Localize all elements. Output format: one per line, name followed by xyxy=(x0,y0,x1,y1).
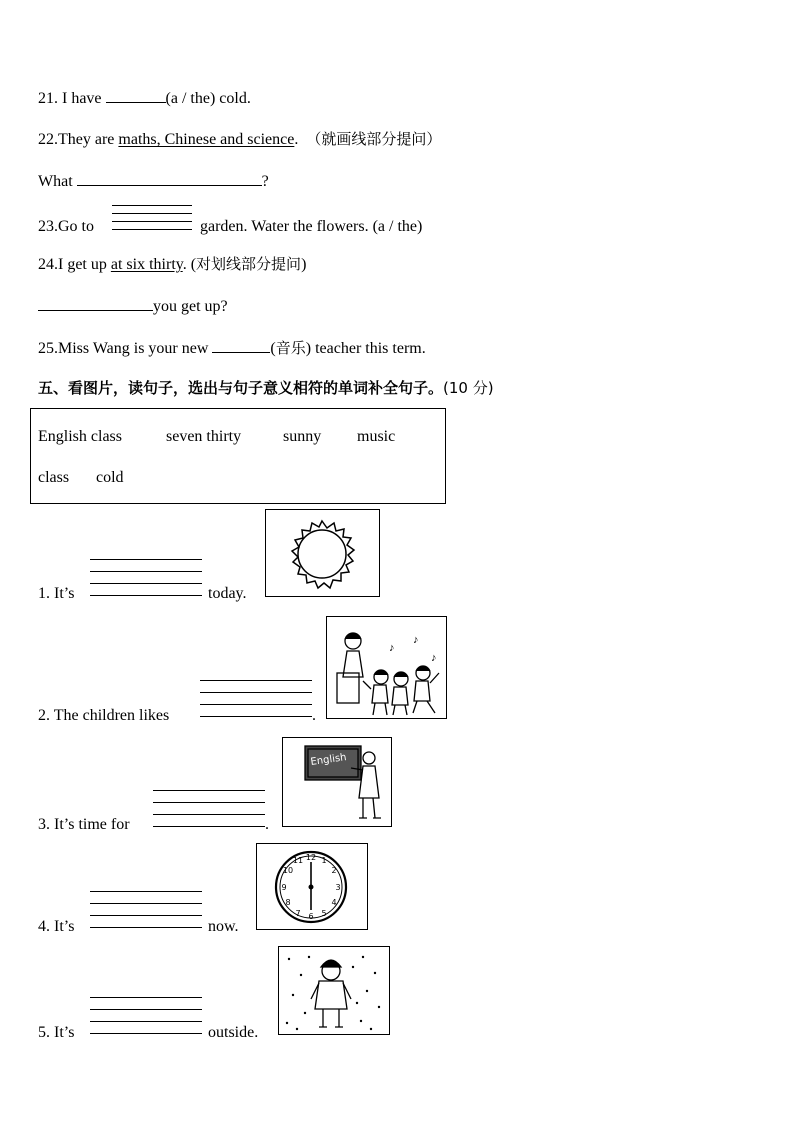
answer-blank-25[interactable] xyxy=(212,338,270,353)
word-bank-item: music xyxy=(357,428,396,445)
item-2-prefix: 2. The children likes xyxy=(38,707,170,724)
section-heading: 五、看图片，读句子，选出与句子意义相符的单词补全句子。(10 分) xyxy=(38,379,494,397)
english-class-picture xyxy=(282,737,392,827)
svg-text:1: 1 xyxy=(321,856,327,865)
sun-picture xyxy=(265,509,380,597)
item-5-prefix: 5. It’s xyxy=(38,1024,75,1041)
question-25: 25.Miss Wang is your new (音乐) teacher this term. xyxy=(38,339,426,357)
answer-blank-23[interactable] xyxy=(112,205,192,233)
svg-text:12: 12 xyxy=(305,853,317,862)
svg-text:3: 3 xyxy=(335,883,341,892)
cold-picture xyxy=(278,946,390,1035)
clock-picture xyxy=(256,843,368,930)
word-bank-item: English class xyxy=(38,428,122,445)
svg-text:4: 4 xyxy=(331,898,337,907)
question-23: 23.Go to xyxy=(38,218,94,235)
item-1-suffix: today. xyxy=(208,585,247,602)
svg-text:5: 5 xyxy=(321,909,327,918)
answer-blank-item-3[interactable] xyxy=(153,790,265,828)
underlined-phrase: at six thirty xyxy=(110,256,183,273)
word-bank-item: sunny xyxy=(283,428,322,445)
word-bank-item: class xyxy=(38,469,70,486)
word-bank-item: cold xyxy=(96,469,124,486)
teacher-blackboard-icon xyxy=(283,738,391,826)
sun-icon xyxy=(266,510,379,596)
answer-blank-24[interactable] xyxy=(38,296,153,311)
item-4-prefix: 4. It’s xyxy=(38,918,75,935)
snow-child-icon xyxy=(279,947,389,1034)
item-4-suffix: now. xyxy=(208,918,239,935)
svg-text:10: 10 xyxy=(282,866,294,875)
item-1-prefix: 1. It’s xyxy=(38,585,75,602)
item-3-suffix: . xyxy=(265,816,269,833)
svg-text:11: 11 xyxy=(292,856,304,865)
answer-blank-item-2[interactable] xyxy=(200,680,312,718)
clock-icon xyxy=(257,844,367,929)
underlined-phrase: maths, Chinese and science xyxy=(118,131,295,148)
singing-children-icon xyxy=(327,617,446,718)
svg-text:7: 7 xyxy=(295,909,301,918)
answer-blank-item-4[interactable] xyxy=(90,891,202,929)
svg-text:9: 9 xyxy=(281,883,287,892)
question-24-answer: you get up? xyxy=(38,296,228,317)
svg-text:2: 2 xyxy=(331,866,337,875)
question-22-answer: What ? xyxy=(38,173,269,190)
question-22: 22.They are maths, Chinese and science. （就画线部分提问） xyxy=(38,130,442,148)
svg-text:6: 6 xyxy=(308,912,314,921)
svg-text:♪: ♪ xyxy=(389,642,395,654)
question-23-rest: garden. Water the flowers. (a / the) xyxy=(200,218,423,235)
word-bank-item: seven thirty xyxy=(166,428,242,445)
answer-blank-item-5[interactable] xyxy=(90,997,202,1035)
svg-text:English: English xyxy=(309,752,348,768)
answer-blank-21[interactable] xyxy=(106,88,166,103)
item-3-prefix: 3. It’s time for xyxy=(38,816,130,833)
word-bank xyxy=(30,408,446,504)
answer-blank-item-1[interactable] xyxy=(90,559,202,597)
svg-text:♪: ♪ xyxy=(413,634,419,646)
question-21: 21. I have (a / the) cold. xyxy=(38,90,251,107)
item-2-suffix: . xyxy=(312,707,316,724)
music-picture xyxy=(326,616,447,719)
answer-blank-22[interactable] xyxy=(77,171,262,186)
item-5-suffix: outside. xyxy=(208,1024,259,1041)
question-24: 24.I get up at six thirty. (对划线部分提问) xyxy=(38,255,307,273)
svg-text:♪: ♪ xyxy=(431,652,437,664)
svg-text:8: 8 xyxy=(285,898,291,907)
